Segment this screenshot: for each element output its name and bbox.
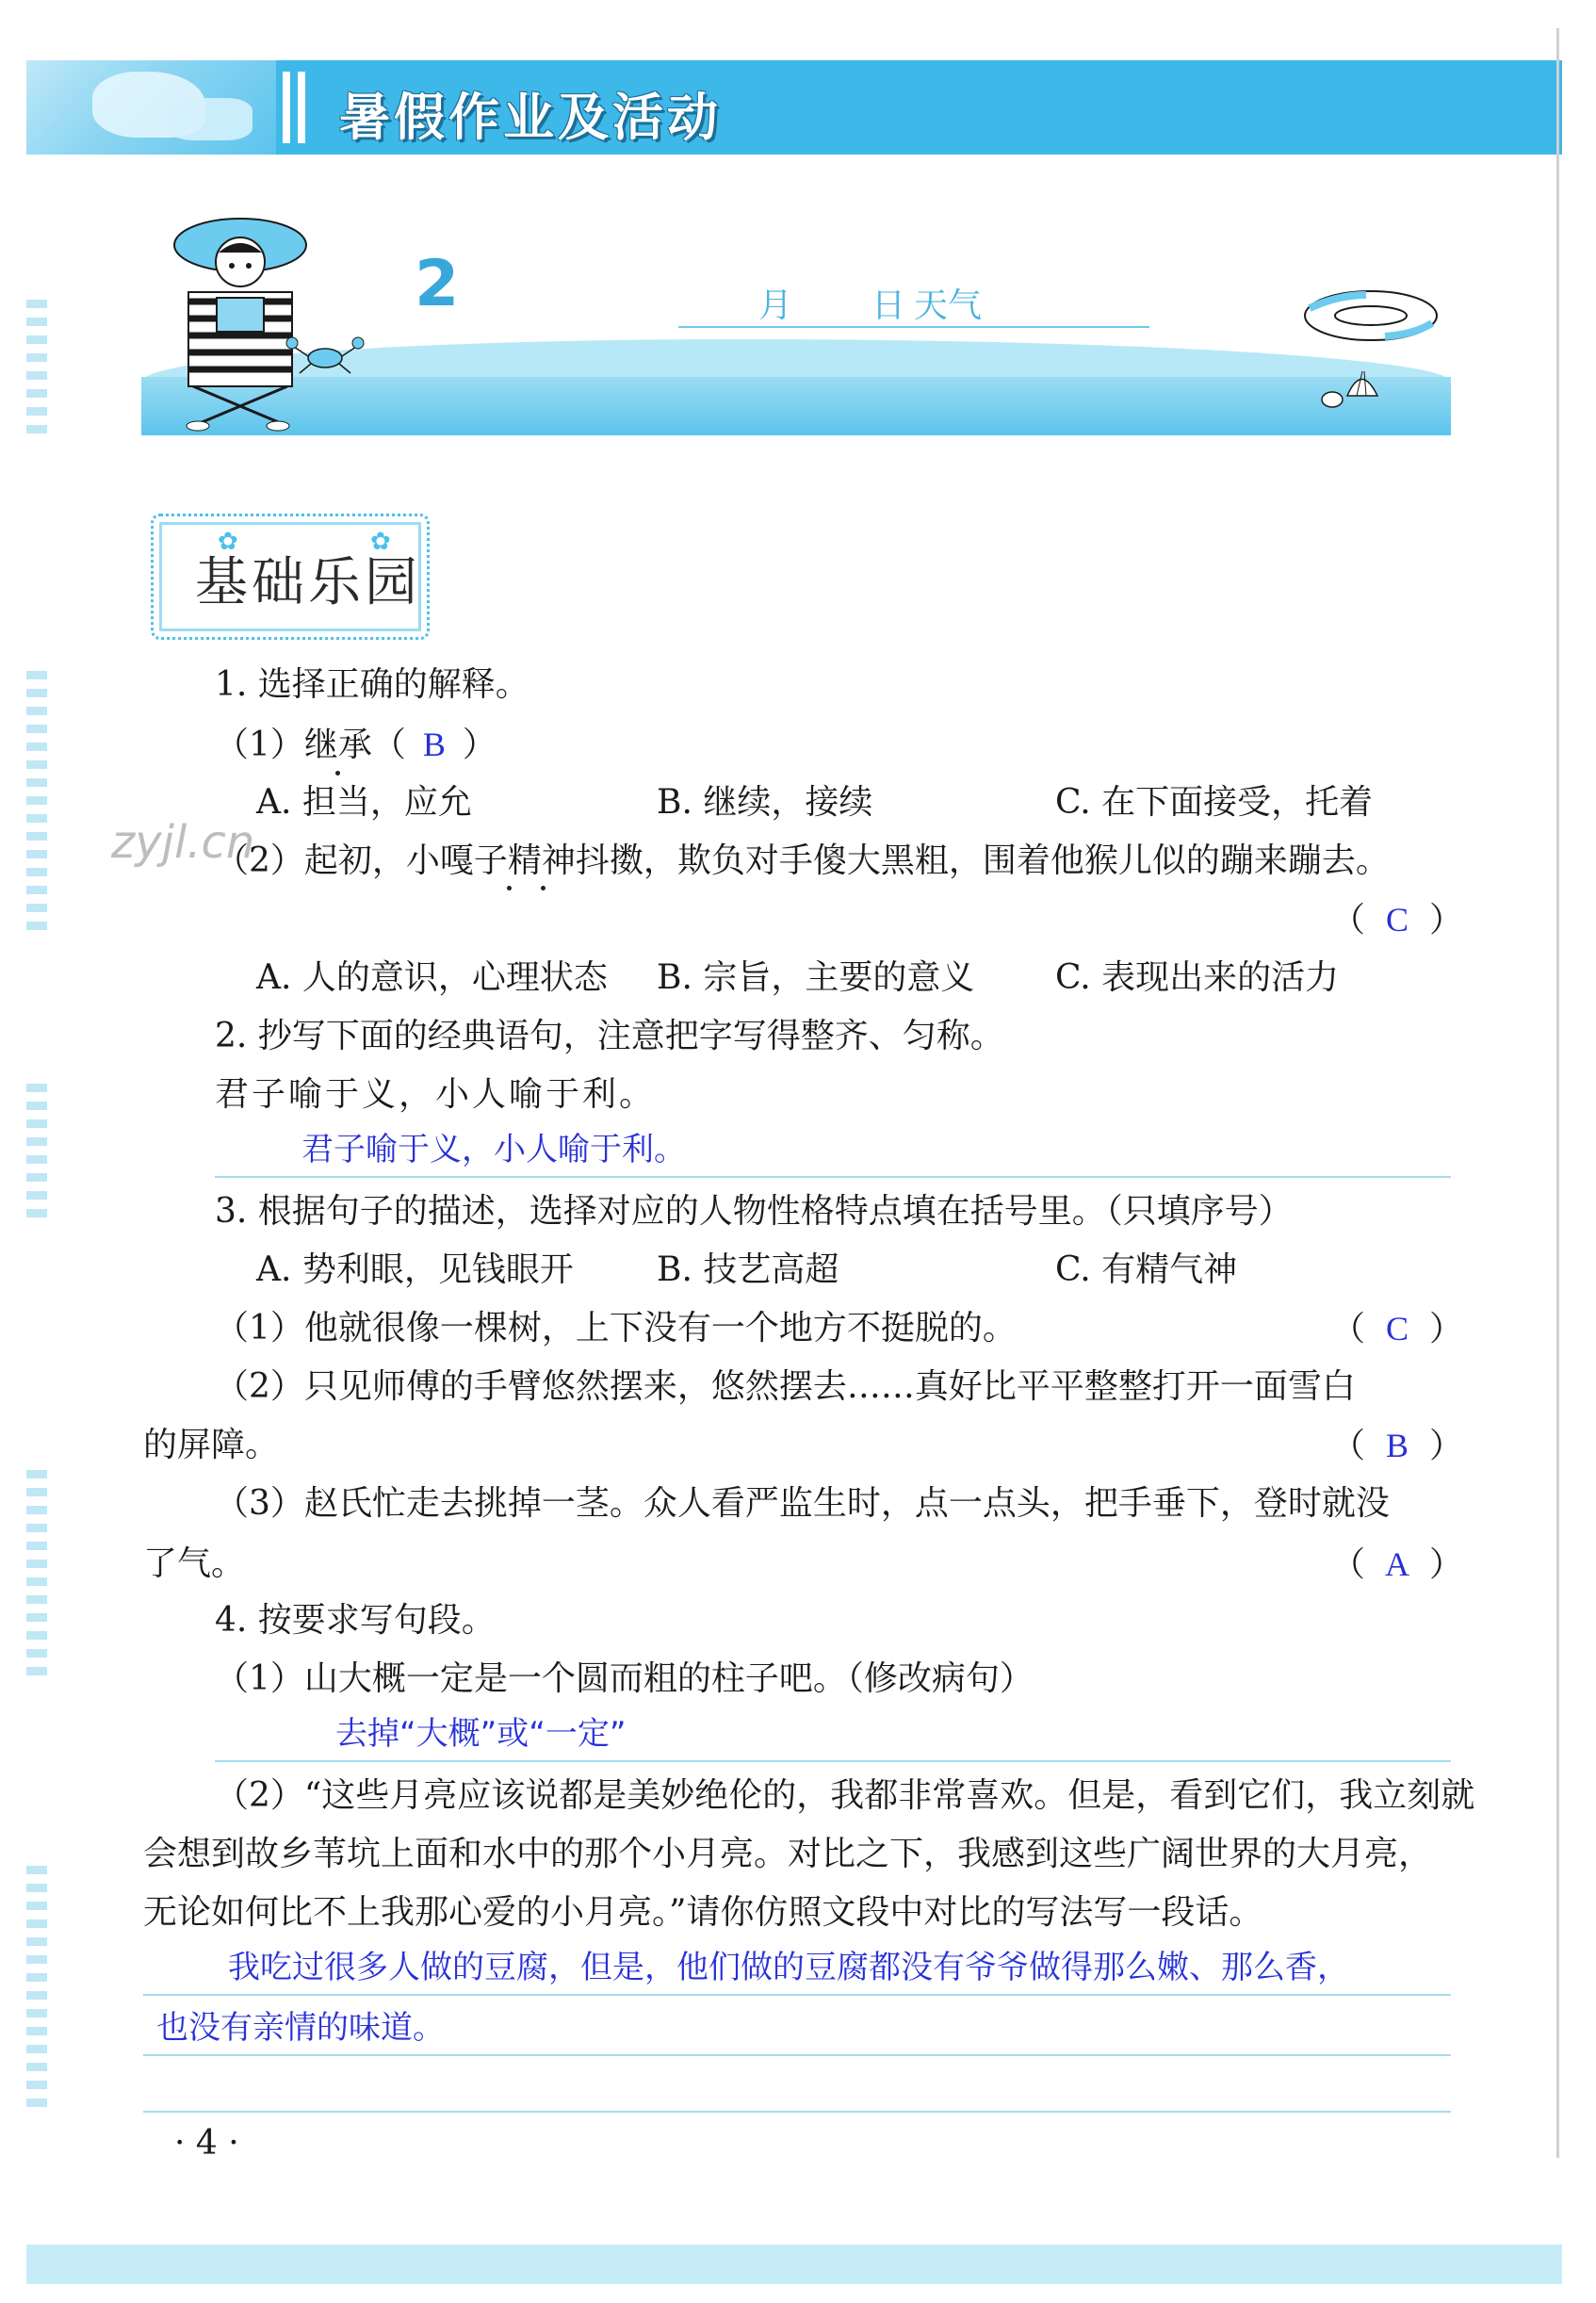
q3-option-b: B. 技艺高超 [657,1250,839,1289]
q3-item2-text: （2）只见师傅的手臂悠然摆来，悠然摆去……真好比平平整整打开一面雪白 [215,1367,1356,1406]
q4-sub2-line2: 会想到故乡苇坑上面和水中的那个小月亮。对比之下，我感到这些广阔世界的大月亮， [143,1835,1433,1873]
header-title: 暑假作业及活动 [339,88,722,147]
q1-sub1-stem: （1）继承（ [215,726,406,764]
answer-line [215,1176,1451,1178]
q2-title: 2. 抄写下面的经典语句，注意把字写得整齐、匀称。 [215,1017,1004,1055]
q3-item3-text: （3）赵氏忙走去挑掉一茎。众人看严监生时，点一点头，把手垂下，登时就没 [215,1484,1390,1523]
q1-sub1-option-a: A. 担当，应允 [256,783,472,822]
crab-icon [283,330,367,377]
child-reading-illustration [160,207,320,433]
q3-item2-paren: （ B ） [1331,1427,1464,1465]
day-banner [141,377,1451,435]
q4-sub2-line1: （2）“这些月亮应该说都是美妙绝伦的，我都非常喜欢。但是，看到它们，我立刻就 [215,1776,1475,1815]
day-label: 日 [871,286,906,325]
q2-answer: 君子喻于义，小人喻于利。 [301,1131,686,1168]
q1-sub2-option-c: C. 表现出来的活力 [1055,958,1340,997]
weather-label: 天气 [914,286,983,325]
section-label: 基础乐园 [195,552,421,613]
q3-title: 3. 根据句子的描述，选择对应的人物性格特点填在括号里。（只填序号） [215,1192,1293,1231]
q4-sub1-stem: （1）山大概一定是一个圆而粗的柱子吧。（修改病句） [215,1659,1034,1698]
seashells-icon [1319,358,1385,410]
answer-line [143,1994,1451,1996]
watermark: zyjl.cn [111,816,255,869]
q4-sub1-answer: 去掉“大概”或“一定” [335,1715,627,1753]
section-label-box [151,514,430,640]
q1-sub2-option-a: A. 人的意识，心理状态 [256,958,608,997]
q3-option-c: C. 有精气神 [1055,1250,1238,1289]
footer-bar [26,2245,1562,2284]
header-thumbnail-image [26,60,276,155]
emphasis-dot [541,886,546,890]
flower-icon: ✿ [218,528,238,556]
q1-sub1-option-c: C. 在下面接受，托着 [1055,783,1374,822]
answer-line [143,2111,1451,2113]
answer-line [143,2054,1451,2056]
side-dash-decoration [26,671,47,939]
q3-item1-paren: （ C ） [1331,1310,1464,1348]
q3-item1-text: （1）他就很像一棵树，上下没有一个地方不挺脱的。 [215,1309,1017,1348]
side-dash-decoration [26,1470,47,1685]
q1-sub1-answer: B [422,726,446,763]
q3-item3-paren: （ A ） [1331,1545,1464,1584]
q3-item1-answer: C [1386,1310,1409,1348]
q4-sub2-line3: 无论如何比不上我那心爱的小月亮。”请你仿照文段中对比的写法写一段话。 [143,1893,1263,1932]
date-weather-line [678,275,1149,328]
swim-ring-icon [1300,287,1441,344]
q1-sub2-answer: C [1386,901,1409,939]
q1-sub2-paren: （ C ） [1331,901,1464,939]
side-dash-decoration [26,1866,47,2116]
q1-sub1-close: ） [462,726,497,764]
q1-sub1-option-b: B. 继续，接续 [657,783,873,822]
q4-title: 4. 按要求写句段。 [215,1601,496,1640]
q3-item3-answer: A [1385,1545,1410,1583]
side-dash-decoration [26,1084,47,1227]
q3-item2-text-cont: 的屏障。 [143,1426,280,1464]
answer-line [215,1760,1451,1762]
side-dash-decoration [26,300,47,443]
q3-item3-text-cont: 了气。 [143,1544,246,1583]
emphasis-dot [507,886,512,890]
q2-model-sentence: 君子喻于义，小人喻于利。 [215,1075,657,1114]
q1-sub2-option-b: B. 宗旨，主要的意义 [657,958,975,997]
flower-icon: ✿ [370,528,391,556]
month-label: 月 [758,286,793,325]
q4-sub2-answer-line2: 也没有亲情的味道。 [156,2009,445,2047]
q4-sub2-answer-line1: 我吃过很多人做的豆腐，但是，他们做的豆腐都没有爷爷做得那么嫩、那么香， [228,1949,1349,1986]
page-number: · 4 · [174,2124,239,2163]
q1-title: 1. 选择正确的解释。 [215,665,529,704]
header-divider-stripes [283,72,311,143]
q3-option-a: A. 势利眼，见钱眼开 [256,1250,574,1289]
q1-sub1 [215,724,497,766]
day-number: 2 [415,247,460,321]
q3-item2-answer: B [1386,1427,1409,1464]
emphasis-dot [335,771,340,776]
right-edge-rule [1556,28,1559,2158]
q1-sub2-stem: （2）起初，小嘎子精神抖擞，欺负对手傻大黑粗，围着他猴儿似的蹦来蹦去。 [215,841,1390,880]
